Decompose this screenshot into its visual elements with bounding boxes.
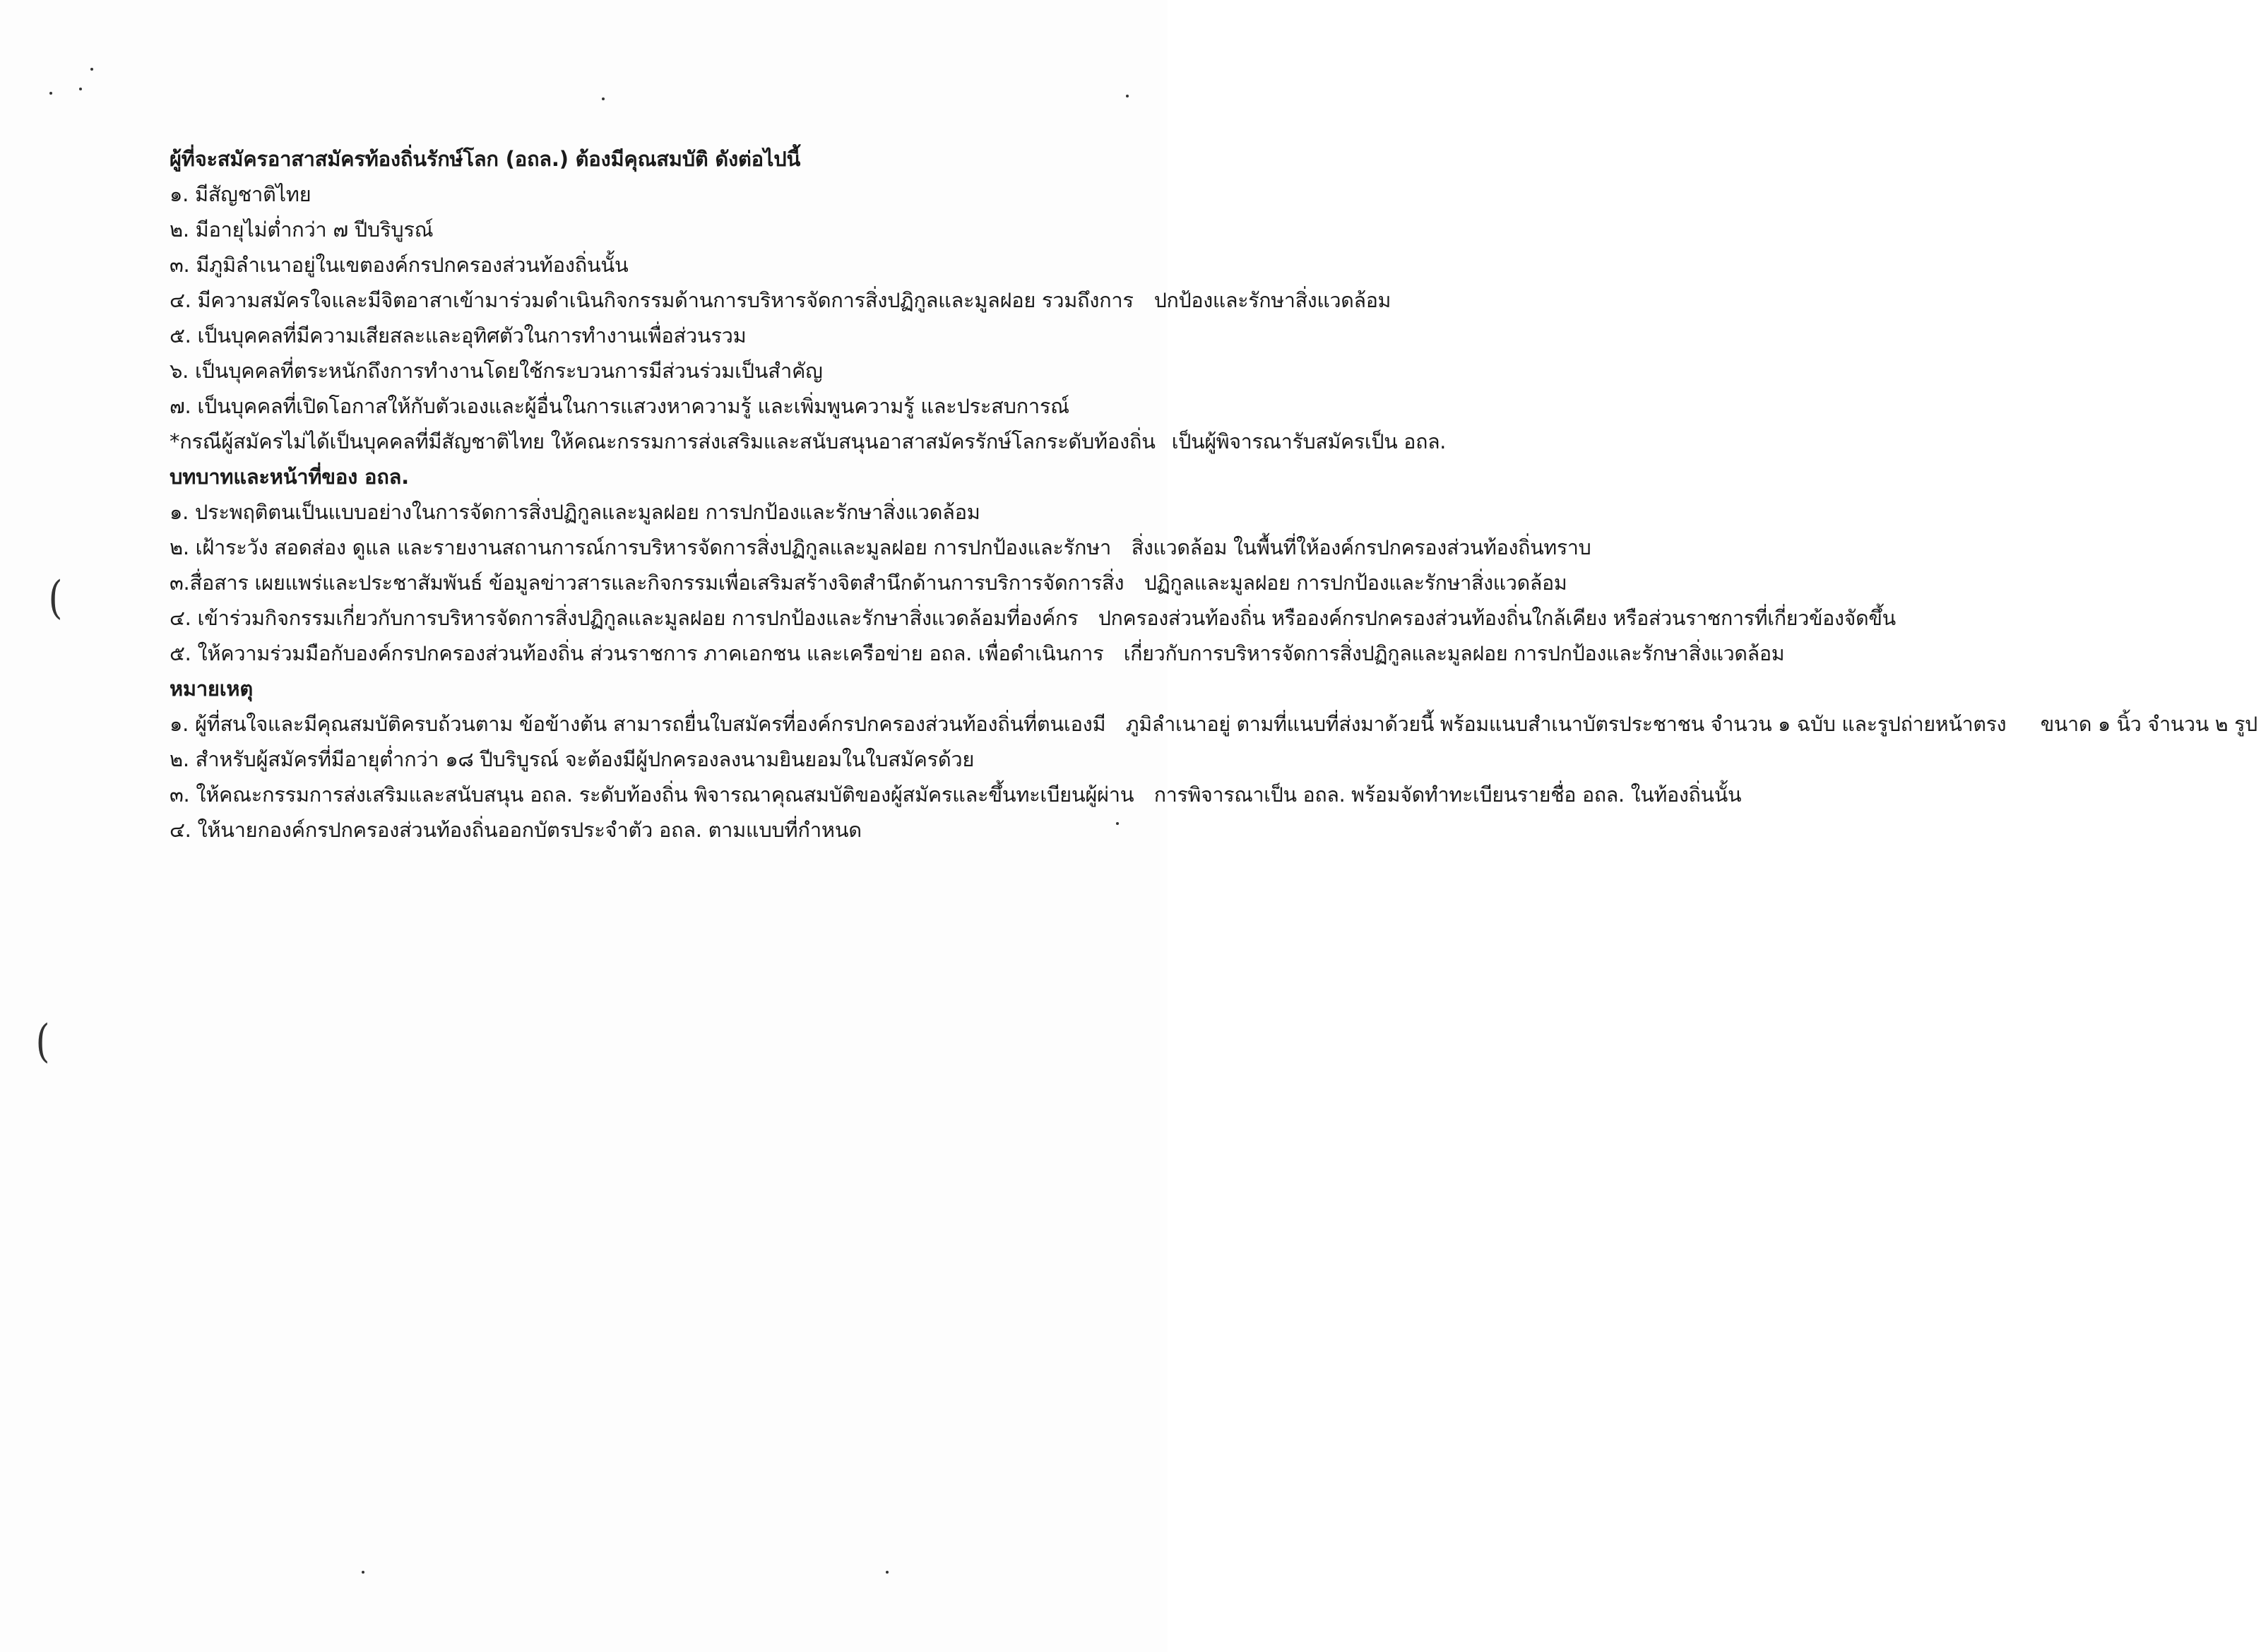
list-item: ๔. ให้นายกองค์กรปกครองส่วนท้องถิ่นออกบัตรประจำตัว อถล. ตามแบบที่กำหนด (170, 818, 862, 842)
scan-speck (1116, 822, 1119, 825)
roles-heading: บทบาทและหน้าที่ของ อถล. (170, 465, 409, 489)
list-item: ๒. มีอายุไม่ต่ำกว่า ๗ ปีบริบูรณ์ (170, 218, 434, 242)
list-item: ๕. เป็นบุคคลที่มีความเสียสละและอุทิศตัวในการทำงานเพื่อส่วนรวม (170, 323, 747, 347)
binder-hole-mark: ( (35, 1016, 50, 1068)
list-item: ๖. เป็นบุคคลที่ตระหนักถึงการทำงานโดยใช้กระบวนการมีส่วนร่วมเป็นสำคัญ (170, 359, 823, 383)
binder-hole-mark: ( (48, 572, 63, 624)
scan-speck (49, 92, 52, 95)
list-item: ๗. เป็นบุคคลที่เปิดโอกาสให้กับตัวเองและผู้อื่นในการแสวงหาความรู้ และเพิ่มพูนความรู้ และประสบการณ์ (170, 394, 1069, 418)
qualification-note: *กรณีผู้สมัครไม่ได้เป็นบุคคลที่มีสัญชาติไทย ให้คณะกรรมการส่งเสริมและสนับสนุนอาสาสมัครรักษ์โลกระดับท้องถิ่น เป็นผู้พิจารณารับสมัครเป็น อถล. (170, 429, 1446, 453)
list-item: ๑. ประพฤติตนเป็นแบบอย่างในการจัดการสิ่งปฏิกูลและมูลฝอย การปกป้องและรักษาสิ่งแวดล้อม (170, 500, 980, 524)
scan-speck (362, 1571, 364, 1574)
remarks-heading: หมายเหตุ (170, 677, 253, 701)
list-item: ๑. มีสัญชาติไทย (170, 182, 311, 206)
list-item: ๔. เข้าร่วมกิจกรรมเกี่ยวกับการบริหารจัดการสิ่งปฏิกูลและมูลฝอย การปกป้องและรักษาสิ่งแวดล้อมที่องค์กร ปกครองส่วนท้องถิ่น หรือองค์กรปกครองส่วนท้องถิ่นใกล้เคียง หรือส่วนราชการที่เกี่ยวข้องจัดขึ้น (170, 606, 1897, 630)
scan-speck (1126, 95, 1129, 97)
document-body (170, 141, 2257, 848)
list-item: ๒. เฝ้าระวัง สอดส่อง ดูแล และรายงานสถานการณ์การบริหารจัดการสิ่งปฏิกูลและมูลฝอย การปกป้องและรักษา สิ่งแวดล้อม ในพื้นที่ให้องค์กรปกครองส่วนท้องถิ่นทราบ (170, 535, 1591, 559)
qualifications-heading: ผู้ที่จะสมัครอาสาสมัครท้องถิ่นรักษ์โลก (อถล.) ต้องมีคุณสมบัติ ดังต่อไปนี้ (170, 147, 801, 171)
list-item: ๓. ให้คณะกรรมการส่งเสริมและสนับสนุน อถล. ระดับท้องถิ่น พิจารณาคุณสมบัติของผู้สมัครและขึ้นทะเบียนผู้ผ่าน การพิจารณาเป็น อถล. พร้อมจัดทำทะเบียนรายชื่อ อถล. ในท้องถิ่นนั้น (170, 783, 1742, 807)
scan-speck (90, 68, 93, 71)
list-item: ๒. สำหรับผู้สมัครที่มีอายุต่ำกว่า ๑๘ ปีบริบูรณ์ จะต้องมีผู้ปกครองลงนามยินยอมในใบสมัครด้วย (170, 747, 975, 771)
list-item: ๑. ผู้ที่สนใจและมีคุณสมบัติครบถ้วนตาม ข้อข้างต้น สามารถยื่นใบสมัครที่องค์กรปกครองส่วนท้องถิ่นที่ตนเองมี ภูมิลำเนาอยู่ ตามที่แนบที่ส่งมาด้วยนี้ พร้อมแนบสำเนาบัตรประชาชน จำนวน ๑ ฉบับ และรูปถ่ายหน้าตรง ขนาด ๑ นิ้ว จำนวน ๒ รูป (170, 712, 2257, 736)
scan-speck (886, 1571, 889, 1574)
scan-speck (79, 88, 82, 90)
list-item: ๓. มีภูมิลำเนาอยู่ในเขตองค์กรปกครองส่วนท้องถิ่นนั้น (170, 253, 629, 277)
list-item: ๔. มีความสมัครใจและมีจิตอาสาเข้ามาร่วมดำเนินกิจกรรมด้านการบริหารจัดการสิ่งปฏิกูลและมูลฝอย รวมถึงการ ปกป้องและรักษาสิ่งแวดล้อม (170, 288, 1391, 312)
list-item: ๕. ให้ความร่วมมือกับองค์กรปกครองส่วนท้องถิ่น ส่วนราชการ ภาคเอกชน และเครือข่าย อถล. เพื่อดำเนินการ เกี่ยวกับการบริหารจัดการสิ่งปฏิกูลและมูลฝอย การปกป้องและรักษาสิ่งแวดล้อม (170, 641, 1785, 665)
scan-speck (602, 97, 605, 100)
list-item: ๓.สื่อสาร เผยแพร่และประชาสัมพันธ์ ข้อมูลข่าวสารและกิจกรรมเพื่อเสริมสร้างจิตสำนึกด้านการบริการจัดการสิ่ง ปฏิกูลและมูลฝอย การปกป้องและรักษาสิ่งแวดล้อม (170, 571, 1567, 595)
